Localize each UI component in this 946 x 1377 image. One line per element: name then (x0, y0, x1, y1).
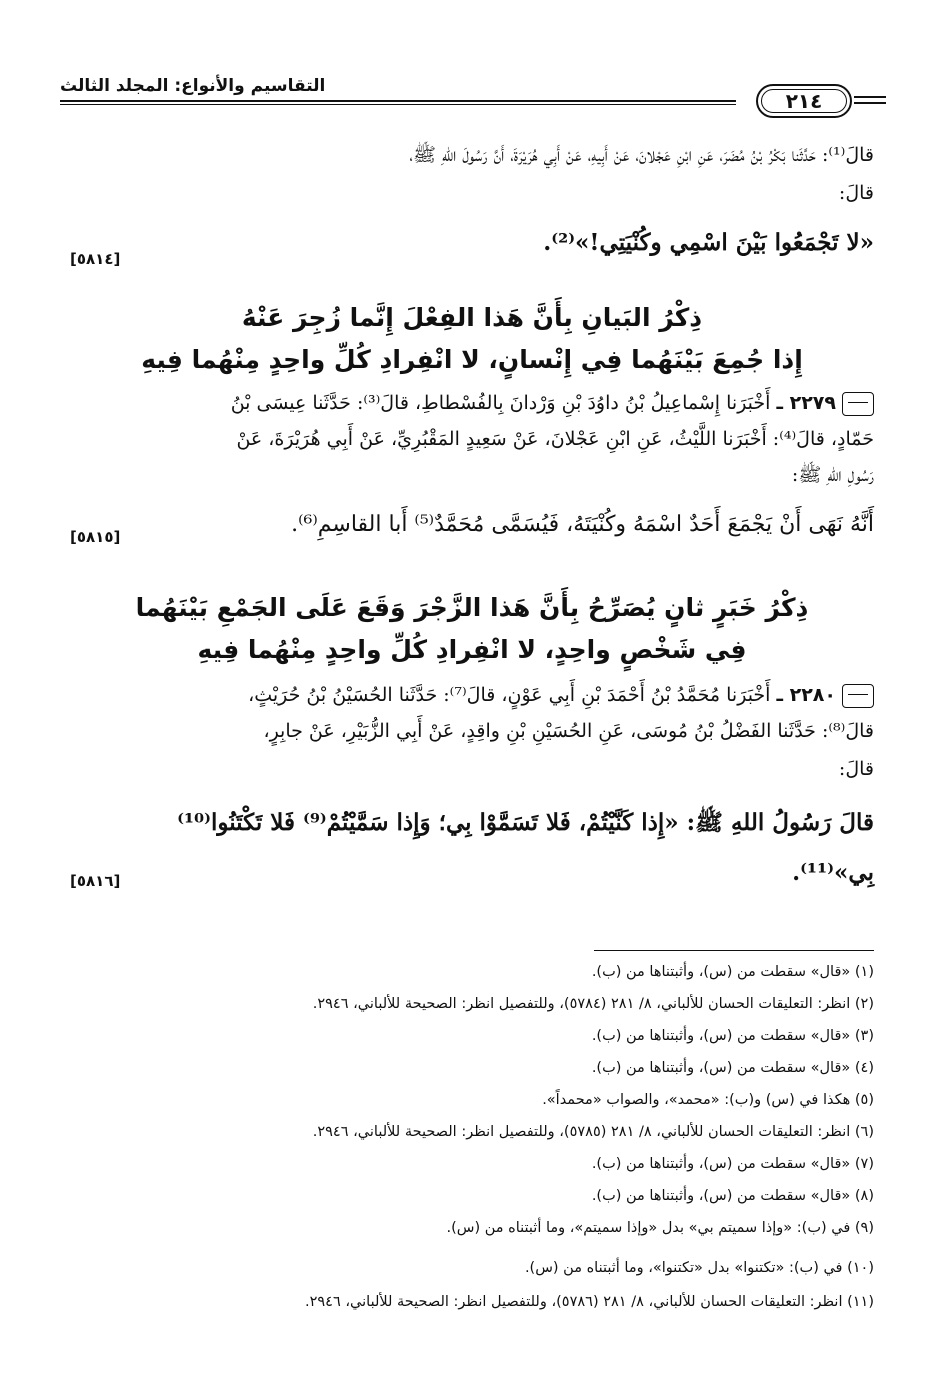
text-line: قالَ: (838, 758, 874, 780)
footnote: (٤) «قال» سقطت من (س)، وأثبتناها من (ب). (591, 1060, 874, 1076)
footnote: (٥) هكذا في (س) و(ب): «محمد»، والصواب «محمداً». (542, 1092, 874, 1108)
text-line: حَمّادٍ، قالَ⁽⁴⁾: أَخْبَرَنا اللَّيْثُ، عَنِ ابْنِ عَجْلانَ، عَنْ سَعِيدٍ المَقْبُرِيِّ، عَنْ أَبِي هُرَيْرَةَ، عَنْ (236, 428, 874, 450)
page-header (60, 72, 886, 122)
hadith-matn: أَنَّهُ نَهَى أَنْ يَجْمَعَ أَحَدٌ اسْمَهُ وكُنْيَتَهُ، فَيُسَمَّى مُحَمَّدٌ⁽⁵⁾ أَبا القاسِمِ⁽⁶⁾. (291, 512, 874, 537)
hadith-isnad-line (70, 680, 874, 710)
chapter-title: فِي شَخْصٍ واحِدٍ، لا انْفِرادِ كُلِّ واحِدٍ مِنْهُما فِيهِ (197, 635, 747, 664)
hadith-reference: [٥٨١٦] (70, 872, 121, 890)
footnote: (٢) انظر: التعليقات الحسان للألباني، ٨/ ٢٨١ (٥٧٨٤)، وللتفصيل انظر: الصحيحة للألباني، ٢٩٤٦. (312, 996, 874, 1012)
page-number-badge (756, 84, 852, 118)
text-line: رَسُولِ اللهِ ﷺ: (791, 464, 874, 486)
text-line: قالَ⁽¹⁾: حَدَّثَنا بَكْرُ بْنُ مُضَرَ، عَنِ ابْنِ عَجْلانَ، عَنْ أَبِيهِ، عَنْ أَبِي هُرَيْرَةَ، أَنَّ رَسُولَ اللهِ ﷺ، (409, 144, 874, 166)
hadith-isnad-line (70, 388, 874, 418)
isnad-text: أَخْبَرَنا مُحَمَّدُ بْنُ أَحْمَدَ بْنِ أَبِي عَوْنٍ، قالَ⁽⁷⁾: حَدَّثَنا الحُسَيْنُ بْنُ حُرَيْثٍ، (248, 684, 771, 706)
text-line: قالَ⁽⁸⁾: حَدَّثَنا الفَضْلُ بْنُ مُوسَى، عَنِ الحُسَيْنِ بْنِ واقِدٍ، عَنْ أَبِي الزُّبَيْرِ، عَنْ جابِرٍ، (263, 720, 874, 742)
page-number: ٢١٤ (785, 89, 823, 113)
header-rule (60, 100, 736, 102)
hadith-marker-icon (842, 684, 874, 708)
footnote: (١٠) في (ب): «تكتنوا» بدل «تكتنوا»، وما أثبتناه من (س). (524, 1260, 874, 1276)
footnote: (١١) انظر: التعليقات الحسان للألباني، ٨/ ٢٨١ (٥٧٨٦)، وللتفصيل انظر: الصحيحة للألباني، ٢٩٤٦. (304, 1294, 874, 1310)
footnote: (٩) في (ب): «وإذا سميتم بي» بدل «وإذا سميتم»، وما أثبتناه من (س). (446, 1220, 874, 1236)
footnote: (١) «قال» سقطت من (س)، وأثبتناها من (ب). (591, 964, 874, 980)
footnote: (٧) «قال» سقطت من (س)، وأثبتناها من (ب). (591, 1156, 874, 1172)
hadith-reference: [٥٨١٤] (70, 250, 121, 268)
isnad-text: أَخْبَرَنا إِسْماعِيلُ بْنُ داوُدَ بْنِ وَرْدانَ بِالفُسْطاطِ، قالَ⁽³⁾: حَدَّثَنا عِيسَى بْنُ (230, 392, 771, 414)
hadith-marker-icon (842, 392, 874, 416)
footnote: (٦) انظر: التعليقات الحسان للألباني، ٨/ ٢٨١ (٥٧٨٥)، وللتفصيل انظر: الصحيحة للألباني، ٢٩٤٦. (312, 1124, 874, 1140)
hadith-matn: «لا تَجْمَعُوا بَيْنَ اسْمِي وكُنْيَتِي!»⁽²⁾. (543, 229, 874, 256)
hadith-number: ٢٢٧٩ ـ (776, 392, 836, 414)
header-rule-thin (60, 104, 736, 105)
chapter-title: ذِكْرُ البَيانِ بِأَنَّ هَذا الفِعْلَ إِنَّما زُجِرَ عَنْهُ (241, 303, 703, 332)
running-title: التقاسيم والأنواع: المجلد الثالث (60, 76, 326, 96)
header-ornament-lines (854, 96, 886, 108)
chapter-title: إِذا جُمِعَ بَيْنَهُما فِي إِنْسانٍ، لا انْفِرادِ كُلِّ واحِدٍ مِنْهُما فِيهِ (141, 345, 803, 374)
chapter-title: ذِكْرُ خَبَرٍ ثانٍ يُصَرِّحُ بِأَنَّ هَذا الزَّجْرَ وَقَعَ عَلَى الجَمْعِ بَيْنَهُما (135, 593, 809, 622)
footnote-separator (594, 950, 874, 951)
text-line: قالَ: (838, 182, 874, 204)
hadith-matn: بِي»⁽¹¹⁾. (792, 859, 874, 886)
hadith-number: ٢٢٨٠ ـ (776, 684, 836, 706)
footnote: (٣) «قال» سقطت من (س)، وأثبتناها من (ب). (591, 1028, 874, 1044)
footnote: (٨) «قال» سقطت من (س)، وأثبتناها من (ب). (591, 1188, 874, 1204)
hadith-matn: قالَ رَسُولُ اللهِ ﷺ: «إِذا كَنَّيْتُمْ، فَلا تَسَمَّوْا بِي؛ وَإِذا سَمَّيْتُمْ⁽⁹⁾ فَلا تَكْتَنُوا⁽¹⁰⁾ (177, 809, 874, 836)
hadith-reference: [٥٨١٥] (70, 528, 121, 546)
